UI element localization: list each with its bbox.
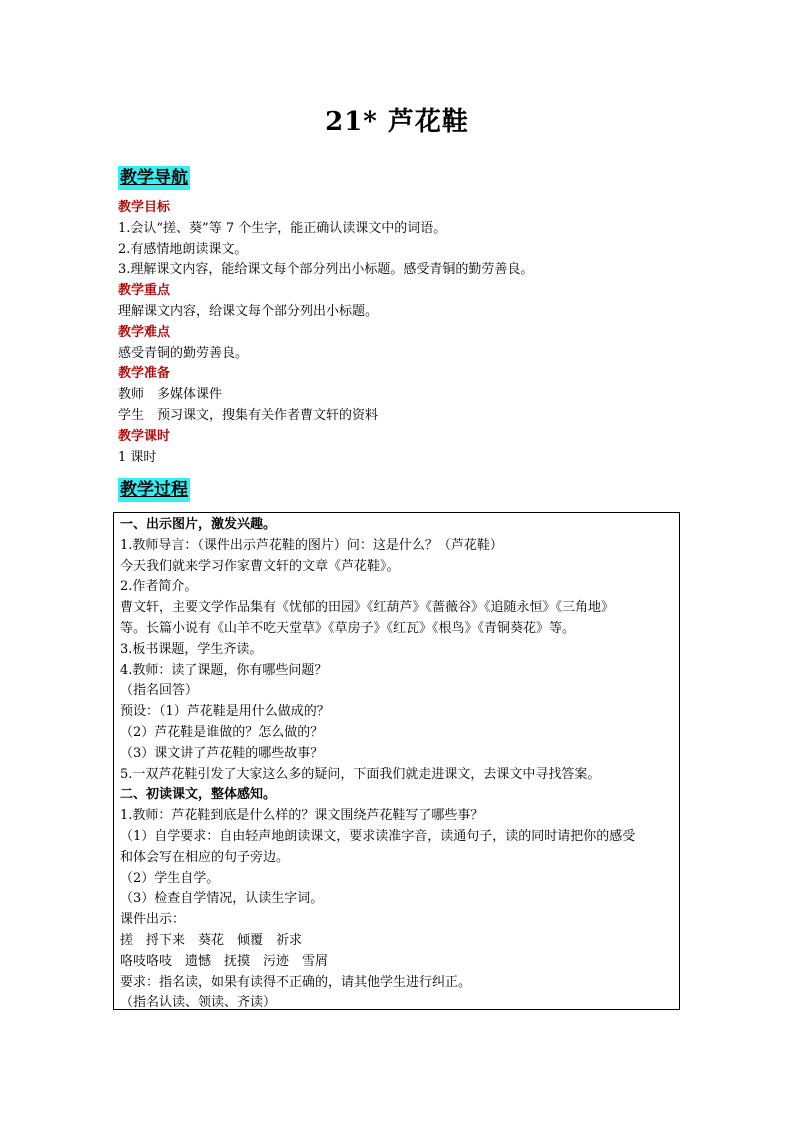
key-point-label: 教学重点 — [118, 283, 171, 299]
process-line: 2.作者简介。 — [120, 579, 198, 595]
process-line: （2）芦花鞋是谁做的？怎么做的？ — [120, 724, 324, 740]
process-line: （指名回答） — [120, 683, 199, 699]
teaching-process-box — [113, 512, 680, 1010]
teaching-navigation-heading: 教学导航 — [120, 168, 188, 188]
goal-item: 3.理解课文内容，能给课文每个部分列出小标题。感受青铜的勤劳善良。 — [118, 262, 534, 278]
process-line: 曹文轩，主要文学作品集有《忧郁的田园》《红葫芦》《蔷薇谷》《追随永恒》《三角地》 — [120, 600, 615, 616]
process-line: 搓 捋下来 葵花 倾覆 祈求 — [120, 932, 303, 948]
teaching-plan — [118, 198, 698, 468]
goal-item: 1.会认“搓、葵”等 7 个生字，能正确认读课文中的词语。 — [118, 220, 447, 236]
preparation-item: 教师 多媒体课件 — [118, 387, 223, 403]
difficult-point-label: 教学难点 — [118, 324, 171, 340]
key-point-text: 理解课文内容，给课文每个部分列出小标题。 — [118, 303, 379, 319]
difficult-point-text: 感受青铜的勤劳善良。 — [118, 345, 249, 361]
class-hours-text: 1 课时 — [118, 449, 157, 465]
process-line: 和体会写在相应的句子旁边。 — [120, 849, 290, 865]
section-heading: 一、出示图片，激发兴趣。 — [120, 517, 277, 532]
process-line: 1.教师：芦花鞋到底是什么样的？课文围绕芦花鞋写了哪些事？ — [120, 808, 484, 824]
process-line: （2）学生自学。 — [120, 870, 220, 886]
process-line: （3）课文讲了芦花鞋的哪些故事？ — [120, 745, 324, 761]
goal-item: 2.有感情地朗读课文。 — [118, 241, 248, 257]
process-line: 3.板书课题，学生齐读。 — [120, 641, 263, 657]
preparation-item: 学生 预习课文，搜集有关作者曹文轩的资料 — [118, 407, 379, 423]
goals-label: 教学目标 — [118, 200, 171, 215]
process-line: 今天我们就来学习作家曹文轩的文章《芦花鞋》。 — [120, 558, 400, 574]
process-line: （指名认读、领读、齐读） — [120, 995, 277, 1011]
process-line: 等。长篇小说有《山羊不吃天堂草》《草房子》《红瓦》《根鸟》《青铜葵花》等。 — [120, 620, 576, 636]
lesson-title: 21* 芦花鞋 — [325, 107, 469, 137]
process-line: 咯吱咯吱 遗憾 抚摸 污迹 雪屑 — [120, 953, 329, 969]
process-line: 课件出示： — [120, 912, 186, 928]
preparation-label: 教学准备 — [118, 366, 171, 382]
process-line: （3）检查自学情况，认读生字词。 — [120, 891, 324, 907]
process-line: 4.教师：读了课题，你有哪些问题？ — [120, 662, 328, 678]
process-line: 要求：指名读，如果有读得不正确的，请其他学生进行纠正。 — [120, 974, 472, 990]
class-hours-label: 教学课时 — [118, 428, 171, 444]
section-heading: 二、初读课文，整体感知。 — [120, 787, 277, 803]
process-line: 1.教师导言：（课件出示芦花鞋的图片）问：这是什么？（芦花鞋） — [120, 537, 503, 553]
process-line: 预设：（1）芦花鞋是用什么做成的？ — [120, 704, 330, 720]
process-line: （1）自学要求：自由轻声地朗读课文，要求读准字音，读通句子，读的同时请把你的感受 — [120, 828, 636, 844]
process-line: 5.一双芦花鞋引发了大家这么多的疑问，下面我们就走进课文，去课文中寻找答案。 — [120, 766, 601, 782]
teaching-process-heading: 教学过程 — [120, 480, 188, 500]
